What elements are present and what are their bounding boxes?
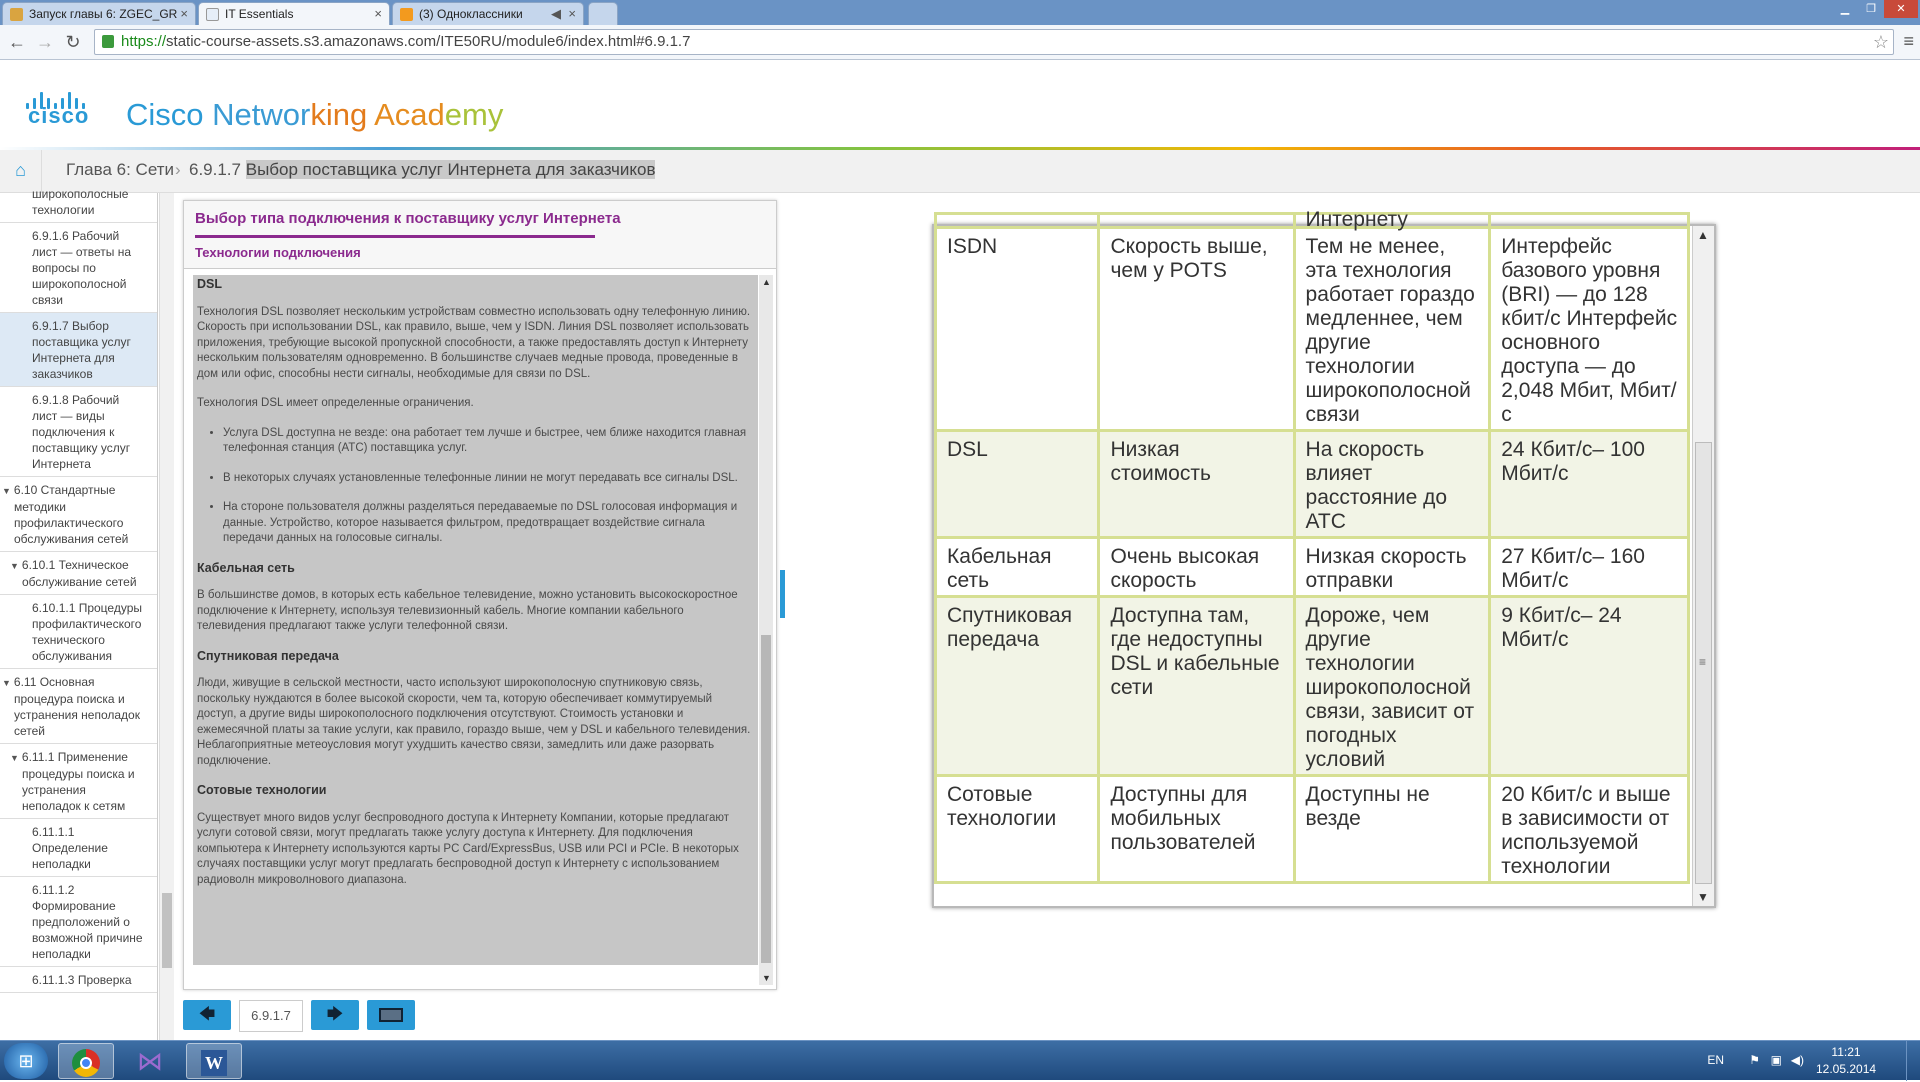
panel-header xyxy=(184,201,776,269)
comparison-table xyxy=(934,208,1690,884)
scroll-down-icon[interactable]: ▼ xyxy=(762,973,771,983)
word-taskbar-icon[interactable]: W xyxy=(186,1043,242,1079)
sidebar-item[interactable] xyxy=(0,313,157,387)
close-icon[interactable]: × xyxy=(180,6,188,21)
sidebar-scrollbar[interactable] xyxy=(159,193,174,1040)
table-cell xyxy=(936,214,1099,228)
section-heading: DSL xyxy=(197,277,222,291)
table-cell: Низкая стоимость xyxy=(1099,431,1294,538)
breadcrumb-page-num: 6.9.1.7 xyxy=(189,160,241,179)
chevron-down-icon: ▼ xyxy=(10,753,19,763)
lock-icon xyxy=(102,35,114,48)
back-icon[interactable]: ← xyxy=(8,32,26,52)
speaker-icon: ◀ xyxy=(551,6,561,21)
table-cell: Низкая скорость отправки xyxy=(1294,538,1490,597)
cisco-wordmark: cisco xyxy=(28,103,90,128)
browser-tab[interactable] xyxy=(392,2,584,25)
bookmark-star-icon[interactable]: ☆ xyxy=(1872,32,1889,52)
clock-time[interactable]: 11:21 xyxy=(1831,1045,1861,1059)
next-page-button[interactable] xyxy=(311,1000,359,1030)
section-heading: Сотовые технологии xyxy=(197,783,327,797)
section-heading: Спутниковая передача xyxy=(197,648,339,663)
close-icon[interactable]: × xyxy=(568,6,576,21)
sidebar-item[interactable] xyxy=(0,181,157,223)
table-scrollbar[interactable] xyxy=(1692,226,1714,906)
sidebar-item[interactable] xyxy=(0,877,157,967)
course-sidebar xyxy=(0,187,158,1040)
scrollbar-thumb[interactable] xyxy=(761,635,771,963)
arrow-right-icon: 🡆 xyxy=(326,1006,344,1023)
scrollbar-thumb[interactable] xyxy=(162,893,172,968)
list-item: • Услуга DSL доступна не везде: она работает тем лучше и быстрее, чем ближе находится главная телефонная станция (АТС) поставщика услуг. xyxy=(223,426,754,457)
content-text[interactable] xyxy=(193,275,758,965)
sidebar-item-label: 6.10.1.1 Процедуры профилактического технического обслуживания xyxy=(32,601,142,663)
table-cell: Интерфейс базового уровня (BRI) — до 128 кбит/с Интерфейс основного доступа — до 2,048 Мбит, Мбит/с xyxy=(1490,228,1689,431)
tab-title: IT Essentials xyxy=(225,7,294,21)
browser-tab[interactable] xyxy=(2,2,196,25)
sidebar-item-label: 6.10.1 Техническое обслуживание сетей xyxy=(21,558,137,589)
text-scrollbar[interactable] xyxy=(759,275,773,985)
new-tab-button[interactable] xyxy=(588,2,618,25)
address-bar[interactable] xyxy=(94,29,1894,55)
table-row xyxy=(936,228,1689,431)
breadcrumb-page-title: Выбор поставщика услуг Интернета для заказчиков xyxy=(245,160,656,179)
page-favicon-icon xyxy=(10,8,23,21)
title-underline xyxy=(195,235,595,238)
title-part: Acad xyxy=(374,97,445,132)
system-tray xyxy=(1680,1041,1920,1081)
table-cell xyxy=(1099,214,1294,228)
table-row xyxy=(936,538,1689,597)
sidebar-item-label: 6.11 Основная процедура поиска и устранения неполадок сетей xyxy=(13,675,140,738)
list-item: • На стороне пользователя должны разделяться передаваемые по DSL голосовая информация и данные. Устройство, которое называется фильтром, предотвращает воздействие сигнала передачи данных на голосовые сигналы. xyxy=(223,500,754,547)
table-cell: На скорость влияет расстояние до АТС xyxy=(1294,431,1490,538)
table-cell: Очень высокая скорость xyxy=(1099,538,1294,597)
sidebar-item-label: широкополосные технологии xyxy=(32,187,129,217)
paragraph: Технология DSL позволяет нескольким устройствам совместно использовать одну телефонную линию. Скорость при использовании DSL, как правило, выше, чем у ISDN. Линия DSL позволяет использовать приложения, требующие высокой пропускной способности, а также предоставлять доступ к Интернету нескольким пользователям одновременно. В большинстве случаев медные провода, проведенные в дом или офис, способны нести сигналы, необходимые для связи по DSL. xyxy=(197,305,751,380)
chevron-down-icon: ▼ xyxy=(10,561,19,571)
show-desktop-button[interactable] xyxy=(1906,1041,1920,1081)
sidebar-item-label: 6.9.1.6 Рабочий лист — ответы на вопросы по широкополосной связи xyxy=(32,229,132,307)
chrome-taskbar-icon[interactable] xyxy=(58,1043,114,1079)
sidebar-item[interactable] xyxy=(0,223,157,313)
panel-resize-handle[interactable] xyxy=(780,570,785,618)
sidebar-item[interactable] xyxy=(0,744,157,819)
table-cell: Доступна там, где недоступны DSL и кабельные сети xyxy=(1099,597,1294,776)
url-scheme: https:// xyxy=(121,33,167,50)
tab-title: Запуск главы 6: ZGEC_GR xyxy=(29,7,178,21)
sidebar-item-label: 6.11.1.1 Определение неполадки xyxy=(32,825,108,871)
page-number: 6.9.1.7 xyxy=(239,1000,303,1032)
title-part: emy xyxy=(444,97,504,132)
flag-icon[interactable]: ⚑ xyxy=(1749,1053,1760,1067)
sidebar-item[interactable] xyxy=(0,967,157,993)
home-icon[interactable]: ⌂ xyxy=(0,150,42,193)
panel-subtitle: Технологии подключения xyxy=(195,245,361,260)
browser-toolbar xyxy=(0,25,1920,60)
paragraph: Существует много видов услуг беспроводного доступа к Интернету Компании, которые предлагают услуги сотовой связи, могут предлагать также услугу доступа к Интернету. Для подключения компьютера к Интернету используются карты PC Card/ExpressBus, USB или PCI и PCIe. В некоторых случаях поставщики услуг могут предлагать беспроводной доступ к Интернету с использованием радиоволн микроволнового диапазона. xyxy=(197,811,739,886)
table-cell: Кабельная сеть xyxy=(936,538,1099,597)
start-button[interactable]: ⊞ xyxy=(4,1043,48,1079)
sidebar-item[interactable] xyxy=(0,387,157,477)
table-cell: 24 Кбит/с– 100 Мбит/с xyxy=(1490,431,1689,538)
paragraph: Технология DSL имеет определенные ограничения. xyxy=(197,397,474,409)
table-cell: Интернету xyxy=(1294,214,1490,228)
table-cell: Тем не менее, эта технология работает гораздо медленнее, чем другие технологии широкополосной связи xyxy=(1294,228,1490,431)
panel-title: Выбор типа подключения к поставщику услуг Интернета xyxy=(195,210,621,227)
table-cell: Доступны не везде xyxy=(1294,776,1490,883)
title-part: king xyxy=(310,97,375,132)
scroll-up-icon[interactable]: ▲ xyxy=(762,277,771,287)
list-item: • В некоторых случаях установленные телефонные линии не могут передавать все сигналы DSL. xyxy=(223,471,754,487)
sidebar-item-label: 6.10 Стандартные методики профилактического обслуживания сетей xyxy=(13,483,129,546)
table-row xyxy=(936,597,1689,776)
sidebar-item-label: 6.11.1.3 Проверка xyxy=(32,973,132,987)
site-header xyxy=(0,61,1920,147)
chevron-down-icon: ▼ xyxy=(2,678,11,688)
table-cell: DSL xyxy=(936,431,1099,538)
academy-title xyxy=(126,97,503,133)
url-text: static-course-assets.s3.amazonaws.com/ITE50RU/module6/index.html#6.9.1.7 xyxy=(166,33,691,50)
table-cell: Скорость выше, чем у POTS xyxy=(1099,228,1294,431)
sidebar-item[interactable] xyxy=(0,552,157,595)
table-cell: 20 Кбит/с и выше в зависимости от используемой технологии xyxy=(1490,776,1689,883)
menu-icon[interactable]: ≡ xyxy=(1903,31,1914,51)
breadcrumb-page xyxy=(189,150,655,190)
visual-studio-taskbar-icon[interactable]: ⋈ xyxy=(137,1046,163,1076)
scroll-down-icon[interactable]: ▼ xyxy=(1697,890,1709,904)
title-part: Cisco xyxy=(126,97,213,132)
network-icon[interactable]: ▣ xyxy=(1770,1053,1782,1067)
paragraph: Люди, живущие в сельской местности, часто используют широкополосную спутниковую связь, поскольку нуждаются в более высокой скорости, чем та, которую обеспечивает коммутируемый доступ, а другие виды широкополосного подключения отсутствуют. Стоимость установки и ежемесячной платы за такие услуги, как правило, гораздо выше, чем у DSL и кабельного телевидения. Неблагоприятные метеоусловия могут ухудшить качество связи, замедлить или даже разорвать подключение. xyxy=(197,677,751,767)
table-cell: Сотовые технологии xyxy=(936,776,1099,883)
bullet-list xyxy=(223,426,754,547)
forward-icon[interactable]: → xyxy=(36,32,54,52)
section-heading: Кабельная сеть xyxy=(197,560,295,575)
close-window-icon[interactable]: ✕ xyxy=(1884,0,1918,18)
close-icon[interactable]: × xyxy=(374,6,382,21)
table-cell xyxy=(1490,214,1689,228)
table-row xyxy=(936,431,1689,538)
scroll-up-icon[interactable]: ▲ xyxy=(1697,228,1709,242)
minimize-icon[interactable]: ▁ xyxy=(1840,3,1850,15)
sidebar-item[interactable] xyxy=(0,819,157,877)
title-part: Networ xyxy=(212,97,311,132)
sidebar-item[interactable] xyxy=(0,477,157,552)
table-cell: 27 Кбит/с– 160 Мбит/с xyxy=(1490,538,1689,597)
volume-icon[interactable]: ◀) xyxy=(1790,1053,1804,1067)
clock-date[interactable]: 12.05.2014 xyxy=(1816,1062,1877,1076)
tab-title: (3) Одноклассники xyxy=(419,7,523,21)
table-cell: ISDN xyxy=(936,228,1099,431)
sidebar-item-label: 6.9.1.8 Рабочий лист — виды подключения к поставщику услуг Интернета xyxy=(32,393,131,471)
chevron-down-icon: ▼ xyxy=(2,486,11,496)
table-cell: Спутниковая передача xyxy=(936,597,1099,776)
breadcrumb xyxy=(0,150,1920,193)
screen-icon xyxy=(379,1008,403,1022)
reload-icon[interactable]: ↻ xyxy=(65,32,81,52)
table-row xyxy=(936,214,1689,228)
language-indicator[interactable]: EN xyxy=(1707,1053,1724,1067)
odnoklassniki-icon xyxy=(400,8,413,21)
browser-tab-strip xyxy=(0,0,1920,25)
sidebar-item-label: 6.11.1 Применение процедуры поиска и устранения неполадок к сетям xyxy=(21,750,135,813)
sidebar-item-label: 6.11.1.2 Формирование предположений о возможной причине неполадки xyxy=(32,883,143,961)
sidebar-item[interactable] xyxy=(0,669,157,744)
arrow-left-icon: 🡄 xyxy=(198,1006,216,1023)
comparison-table-window xyxy=(932,208,1716,908)
table-row xyxy=(936,776,1689,883)
media-toggle-button[interactable] xyxy=(367,1000,415,1030)
table-cell: Дороже, чем другие технологии широкополосной связи, зависит от погодных условий xyxy=(1294,597,1490,776)
table-cell: 9 Кбит/с– 24 Мбит/с xyxy=(1490,597,1689,776)
cisco-logo[interactable] xyxy=(24,83,110,128)
browser-tab[interactable] xyxy=(198,2,390,26)
content-panel xyxy=(183,200,777,990)
windows-taskbar xyxy=(0,1040,1920,1080)
breadcrumb-chapter[interactable]: Глава 6: Сети xyxy=(66,160,174,179)
breadcrumb-separator: › xyxy=(175,160,181,179)
table-cell: Доступны для мобильных пользователей xyxy=(1099,776,1294,883)
sidebar-item-label: 6.9.1.7 Выбор поставщика услуг Интернета для заказчиков xyxy=(32,319,131,381)
restore-icon[interactable]: ❐ xyxy=(1866,3,1876,15)
scrollbar-thumb[interactable] xyxy=(1695,442,1712,884)
grip-icon: ≡ xyxy=(1699,655,1707,669)
paragraph: В большинстве домов, в которых есть кабельное телевидение, можно установить высокоскоростное подключение к Интернету, используя телевизионный кабель. Многие компании кабельного телевидения предлагают также услуги телефонной связи. xyxy=(197,589,738,632)
page-favicon-icon xyxy=(206,8,219,21)
prev-page-button[interactable] xyxy=(183,1000,231,1030)
sidebar-item[interactable] xyxy=(0,595,157,669)
